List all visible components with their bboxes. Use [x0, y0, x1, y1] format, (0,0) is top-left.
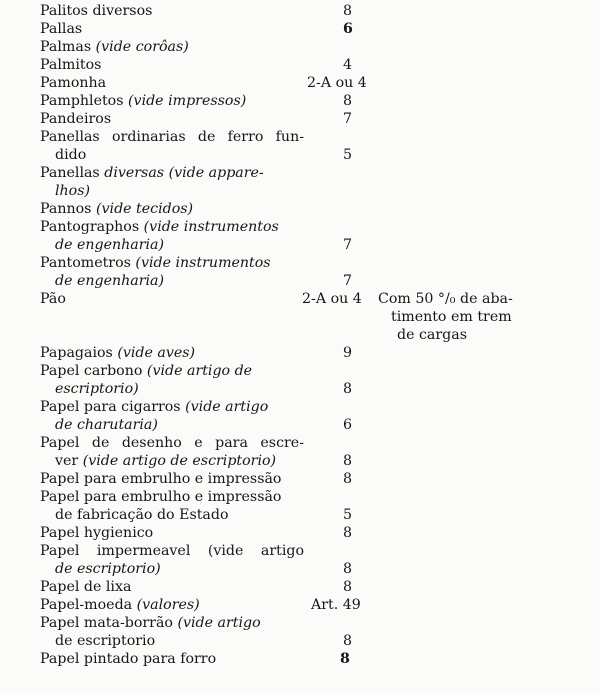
entry-reference: diversas (vide appare- [104, 165, 264, 181]
entry-value: 8 [340, 651, 350, 667]
entry-value: 8 [343, 561, 353, 577]
entry-name: Panellas [40, 165, 100, 181]
entry-value: 8 [343, 453, 353, 469]
entry-value: 5 [343, 507, 353, 523]
entry-name: Pamphletos [40, 93, 124, 109]
entry-value: 7 [343, 111, 353, 127]
entry-reference-cont: de charutaria) [55, 417, 158, 433]
entry-reference: (vide artigo [185, 399, 269, 415]
entry-value: 7 [343, 237, 353, 253]
entry-reference-cont: de engenharia) [55, 237, 165, 253]
entry-reference: (valores) [136, 597, 200, 613]
entry-name: Panellas ordinarias de ferro fun- [40, 129, 304, 145]
entry-name-cont: ver [55, 453, 79, 469]
entry-value: 8 [343, 525, 353, 541]
entry-reference-cont: escriptorio) [55, 381, 139, 397]
entry-value: 8 [343, 93, 353, 109]
entry-name: Papel-moeda [40, 597, 133, 613]
entry-name: Pão [40, 291, 66, 307]
entry-name-cont: de escriptorio [55, 633, 156, 649]
entry-name: Papel para embrulho e impressão [40, 489, 282, 505]
entry-value: 9 [343, 345, 353, 361]
entry-value: 4 [343, 57, 353, 73]
entry-name-cont: de fabricação do Estado [55, 507, 229, 523]
entry-reference: (vide corôas) [95, 39, 189, 55]
entry-name: Palitos diversos [40, 3, 153, 19]
entry-name: Papel para cigarros [40, 399, 181, 415]
entry-reference-cont: (vide artigo de escriptorio) [82, 453, 277, 469]
entry-value: 2-A ou 4 [307, 75, 367, 91]
entry-name: Papel mata-borrão [40, 615, 173, 631]
entry-value: Art. 49 [311, 597, 361, 613]
entry-value: 7 [343, 273, 353, 289]
entry-value: 8 [343, 3, 353, 19]
entry-reference: (vide artigo de [146, 363, 253, 379]
entry-name: Pannos [40, 201, 92, 217]
entry-value: 8 [343, 579, 353, 595]
entry-reference-cont: de engenharia) [55, 273, 165, 289]
entry-value: 6 [343, 21, 353, 37]
entry-name: Papel hygienico [40, 525, 154, 541]
entry-name: Pamonha [40, 75, 107, 91]
entry-reference: (vide tecidos) [95, 201, 194, 217]
entry-value: 5 [343, 147, 353, 163]
entry-name: Papel para embrulho e impressão [40, 471, 282, 487]
entry-value: 8 [343, 471, 353, 487]
entry-name: Palmas [40, 39, 92, 55]
entry-value: 8 [343, 633, 353, 649]
entry-name: Papel de lixa [40, 579, 132, 595]
entry-note-cont: timento em trem [391, 309, 512, 325]
entry-reference-cont: de escriptorio) [55, 561, 161, 577]
entry-name: Palmitos [40, 57, 102, 73]
entry-name: Pallas [40, 21, 83, 37]
entry-reference: (vide impressos) [128, 93, 247, 109]
entry-name: Papel impermeavel (vide artigo [40, 543, 304, 559]
entry-reference: (vide aves) [117, 345, 196, 361]
entry-name: Pandeiros [40, 111, 112, 127]
entry-value: 8 [343, 381, 353, 397]
entry-name: Papagaios [40, 345, 113, 361]
entry-name: Papel pintado para forro [40, 651, 217, 667]
entry-note-cont: de cargas [397, 327, 467, 343]
entry-value: 2-A ou 4 [302, 291, 362, 307]
entry-name-cont: dido [55, 147, 87, 163]
entry-value: 6 [343, 417, 353, 433]
entry-reference: (vide instrumentos [143, 219, 279, 235]
entry-reference-cont: lhos) [55, 183, 91, 199]
entry-note: Com 50 °/₀ de aba- [378, 291, 513, 307]
entry-reference: (vide instrumentos [135, 255, 271, 271]
entry-name: Pantometros [40, 255, 131, 271]
entry-name: Papel carbono [40, 363, 143, 379]
entry-name: Pantographos [40, 219, 140, 235]
entry-name: Papel de desenho e para escre- [40, 435, 304, 451]
entry-reference: (vide artigo [177, 615, 261, 631]
